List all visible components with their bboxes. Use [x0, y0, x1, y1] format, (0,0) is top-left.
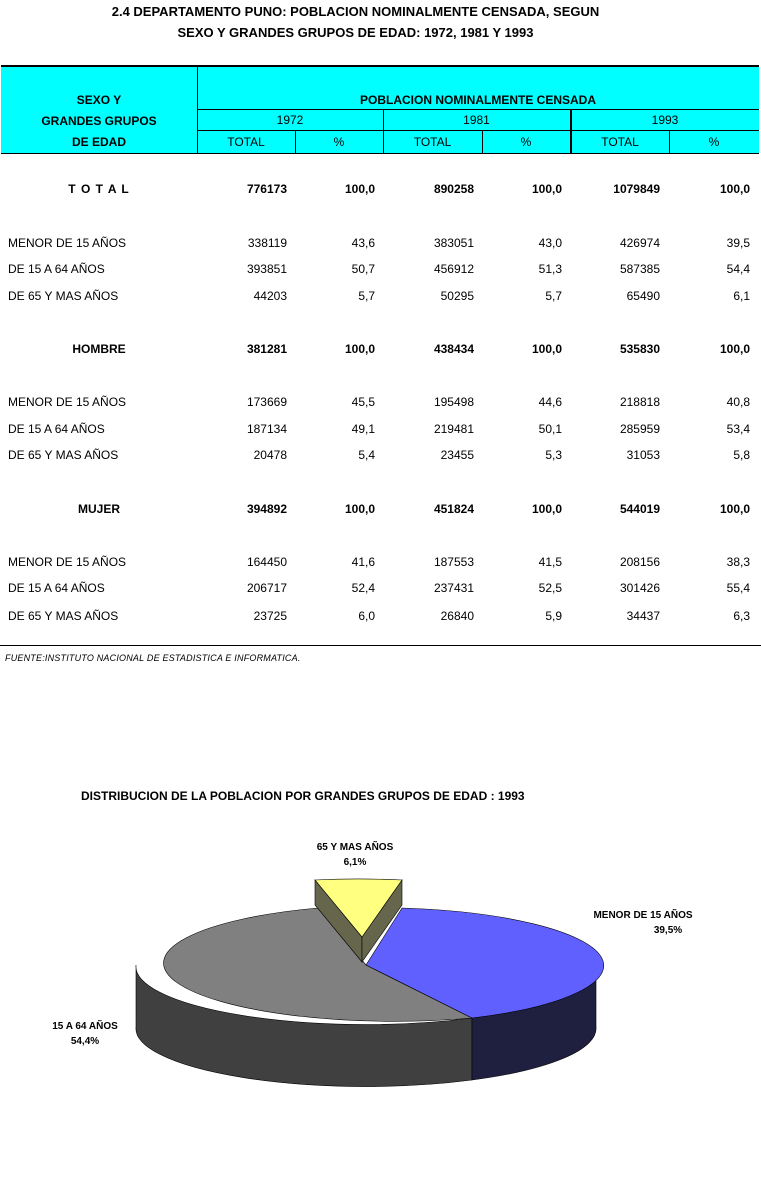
- header-pct-1981: %: [520, 135, 532, 149]
- cell: 187134: [246, 422, 287, 436]
- cell: 38,3: [726, 555, 750, 569]
- cell: 6,3: [733, 609, 750, 623]
- row-label: DE 15 A 64 AÑOS: [8, 422, 105, 436]
- cell: 100,0: [531, 182, 562, 196]
- table-title-line1: 2.4 DEPARTAMENTO PUNO: POBLACION NOMINALMENTE CENSADA, SEGUN: [111, 4, 600, 19]
- cell: 53,4: [726, 422, 750, 436]
- header-stub-line1: SEXO Y: [76, 93, 122, 107]
- cell: 41,6: [351, 555, 375, 569]
- row-label: DE 15 A 64 AÑOS: [8, 262, 105, 276]
- cell: 535830: [619, 342, 660, 356]
- cell: 40,8: [726, 395, 750, 409]
- cell: 206717: [246, 581, 287, 595]
- cell: 173669: [246, 395, 287, 409]
- cell: 195498: [433, 395, 474, 409]
- cell: 5,7: [545, 289, 562, 303]
- cell: 451824: [433, 502, 474, 516]
- cell: 49,1: [351, 422, 375, 436]
- cell: 1079849: [613, 182, 660, 196]
- cell: 5,3: [545, 448, 562, 462]
- cell: 6,0: [358, 609, 375, 623]
- cell: 5,9: [545, 609, 562, 623]
- header-total-1993: TOTAL: [601, 135, 639, 149]
- header-year-1972: 1972: [276, 113, 304, 127]
- chart-title: DISTRIBUCION DE LA POBLACION POR GRANDES GRUPOS DE EDAD : 1993: [81, 789, 525, 803]
- cell: 100,0: [531, 502, 562, 516]
- cell: 23455: [440, 448, 474, 462]
- row-label: DE 65 Y MAS AÑOS: [8, 609, 119, 623]
- header-year-1993: 1993: [651, 113, 679, 127]
- cell: 50295: [440, 289, 474, 303]
- cell: 776173: [246, 182, 287, 196]
- cell: 26840: [440, 609, 474, 623]
- row-label: DE 15 A 64 AÑOS: [8, 581, 105, 595]
- cell: 383051: [433, 236, 474, 250]
- cell: 438434: [433, 342, 474, 356]
- cell: 164450: [246, 555, 287, 569]
- row-label: MENOR DE 15 AÑOS: [8, 395, 127, 409]
- group-label: HOMBRE: [72, 342, 126, 356]
- cell: 20478: [253, 448, 287, 462]
- cell: 5,4: [358, 448, 375, 462]
- header-total-1981: TOTAL: [413, 135, 452, 149]
- cell: 39,5: [726, 236, 750, 250]
- cell: 100,0: [719, 182, 750, 196]
- cell: 34437: [626, 609, 660, 623]
- cell: 45,5: [351, 395, 375, 409]
- header-main: POBLACION NOMINALMENTE CENSADA: [360, 93, 596, 107]
- header-stub-line3: DE EDAD: [71, 135, 126, 149]
- pie-label-65-mas: [300, 840, 410, 870]
- cell: 54,4: [726, 262, 750, 276]
- row-label: DE 65 Y MAS AÑOS: [8, 448, 119, 462]
- cell: 52,5: [538, 581, 562, 595]
- cell: 394892: [246, 502, 287, 516]
- row-label: MENOR DE 15 AÑOS: [8, 555, 127, 569]
- header-year-1981: 1981: [463, 113, 490, 127]
- table-title-line2: SEXO Y GRANDES GRUPOS DE EDAD: 1972, 1981 Y 1993: [177, 25, 534, 40]
- cell: 100,0: [344, 182, 375, 196]
- cell: 285959: [619, 422, 660, 436]
- cell: 100,0: [344, 502, 375, 516]
- cell: 52,4: [351, 581, 375, 595]
- cell: 44203: [253, 289, 287, 303]
- cell: 187553: [433, 555, 474, 569]
- label-name: 15 A 64 AÑOS: [52, 1021, 118, 1032]
- cell: 51,3: [538, 262, 562, 276]
- cell: 393851: [246, 262, 287, 276]
- cell: 301426: [619, 581, 660, 595]
- cell: 43,6: [351, 236, 375, 250]
- header-pct-1993: %: [708, 135, 720, 149]
- header-stub-line2: GRANDES GRUPOS: [41, 114, 157, 128]
- cell: 44,6: [538, 395, 562, 409]
- cell: 43,0: [538, 236, 562, 250]
- label-name: 65 Y MAS AÑOS: [316, 842, 394, 853]
- cell: 426974: [619, 236, 660, 250]
- cell: 587385: [619, 262, 660, 276]
- cell: 381281: [246, 342, 287, 356]
- cell: 31053: [626, 448, 660, 462]
- cell: 100,0: [344, 342, 375, 356]
- label-pct: 39,5%: [653, 925, 683, 936]
- cell: 23725: [253, 609, 287, 623]
- cell: 544019: [619, 502, 660, 516]
- header-total-1972: TOTAL: [227, 135, 265, 149]
- row-label: MENOR DE 15 AÑOS: [8, 236, 127, 250]
- cell: 65490: [626, 289, 660, 303]
- cell: 208156: [619, 555, 660, 569]
- group-label: MUJER: [77, 502, 120, 516]
- cell: 218818: [619, 395, 660, 409]
- cell: 100,0: [531, 342, 562, 356]
- source-note: FUENTE:INSTITUTO NACIONAL DE ESTADISTICA E INFORMATICA.: [5, 653, 301, 663]
- pie-label-15-64: [30, 1019, 140, 1049]
- cell: 41,5: [538, 555, 562, 569]
- cell: 5,7: [358, 289, 375, 303]
- label-pct: 54,4%: [70, 1036, 100, 1047]
- cell: 456912: [433, 262, 474, 276]
- cell: 100,0: [719, 342, 750, 356]
- cell: 6,1: [733, 289, 750, 303]
- cell: 55,4: [726, 581, 750, 595]
- label-name: MENOR DE 15 AÑOS: [593, 910, 693, 921]
- pie-label-menor-15: [583, 908, 703, 938]
- cell: 890258: [433, 182, 474, 196]
- group-label: T O T A L: [68, 182, 130, 196]
- cell: 50,7: [351, 262, 375, 276]
- cell: 338119: [247, 236, 287, 250]
- cell: 237431: [433, 581, 474, 595]
- cell: 50,1: [538, 422, 562, 436]
- cell: 100,0: [719, 502, 750, 516]
- cell: 219481: [433, 422, 474, 436]
- label-pct: 6,1%: [343, 857, 367, 868]
- header-pct-1972: %: [333, 135, 345, 149]
- cell: 5,8: [733, 448, 750, 462]
- row-label: DE 65 Y MAS AÑOS: [8, 289, 119, 303]
